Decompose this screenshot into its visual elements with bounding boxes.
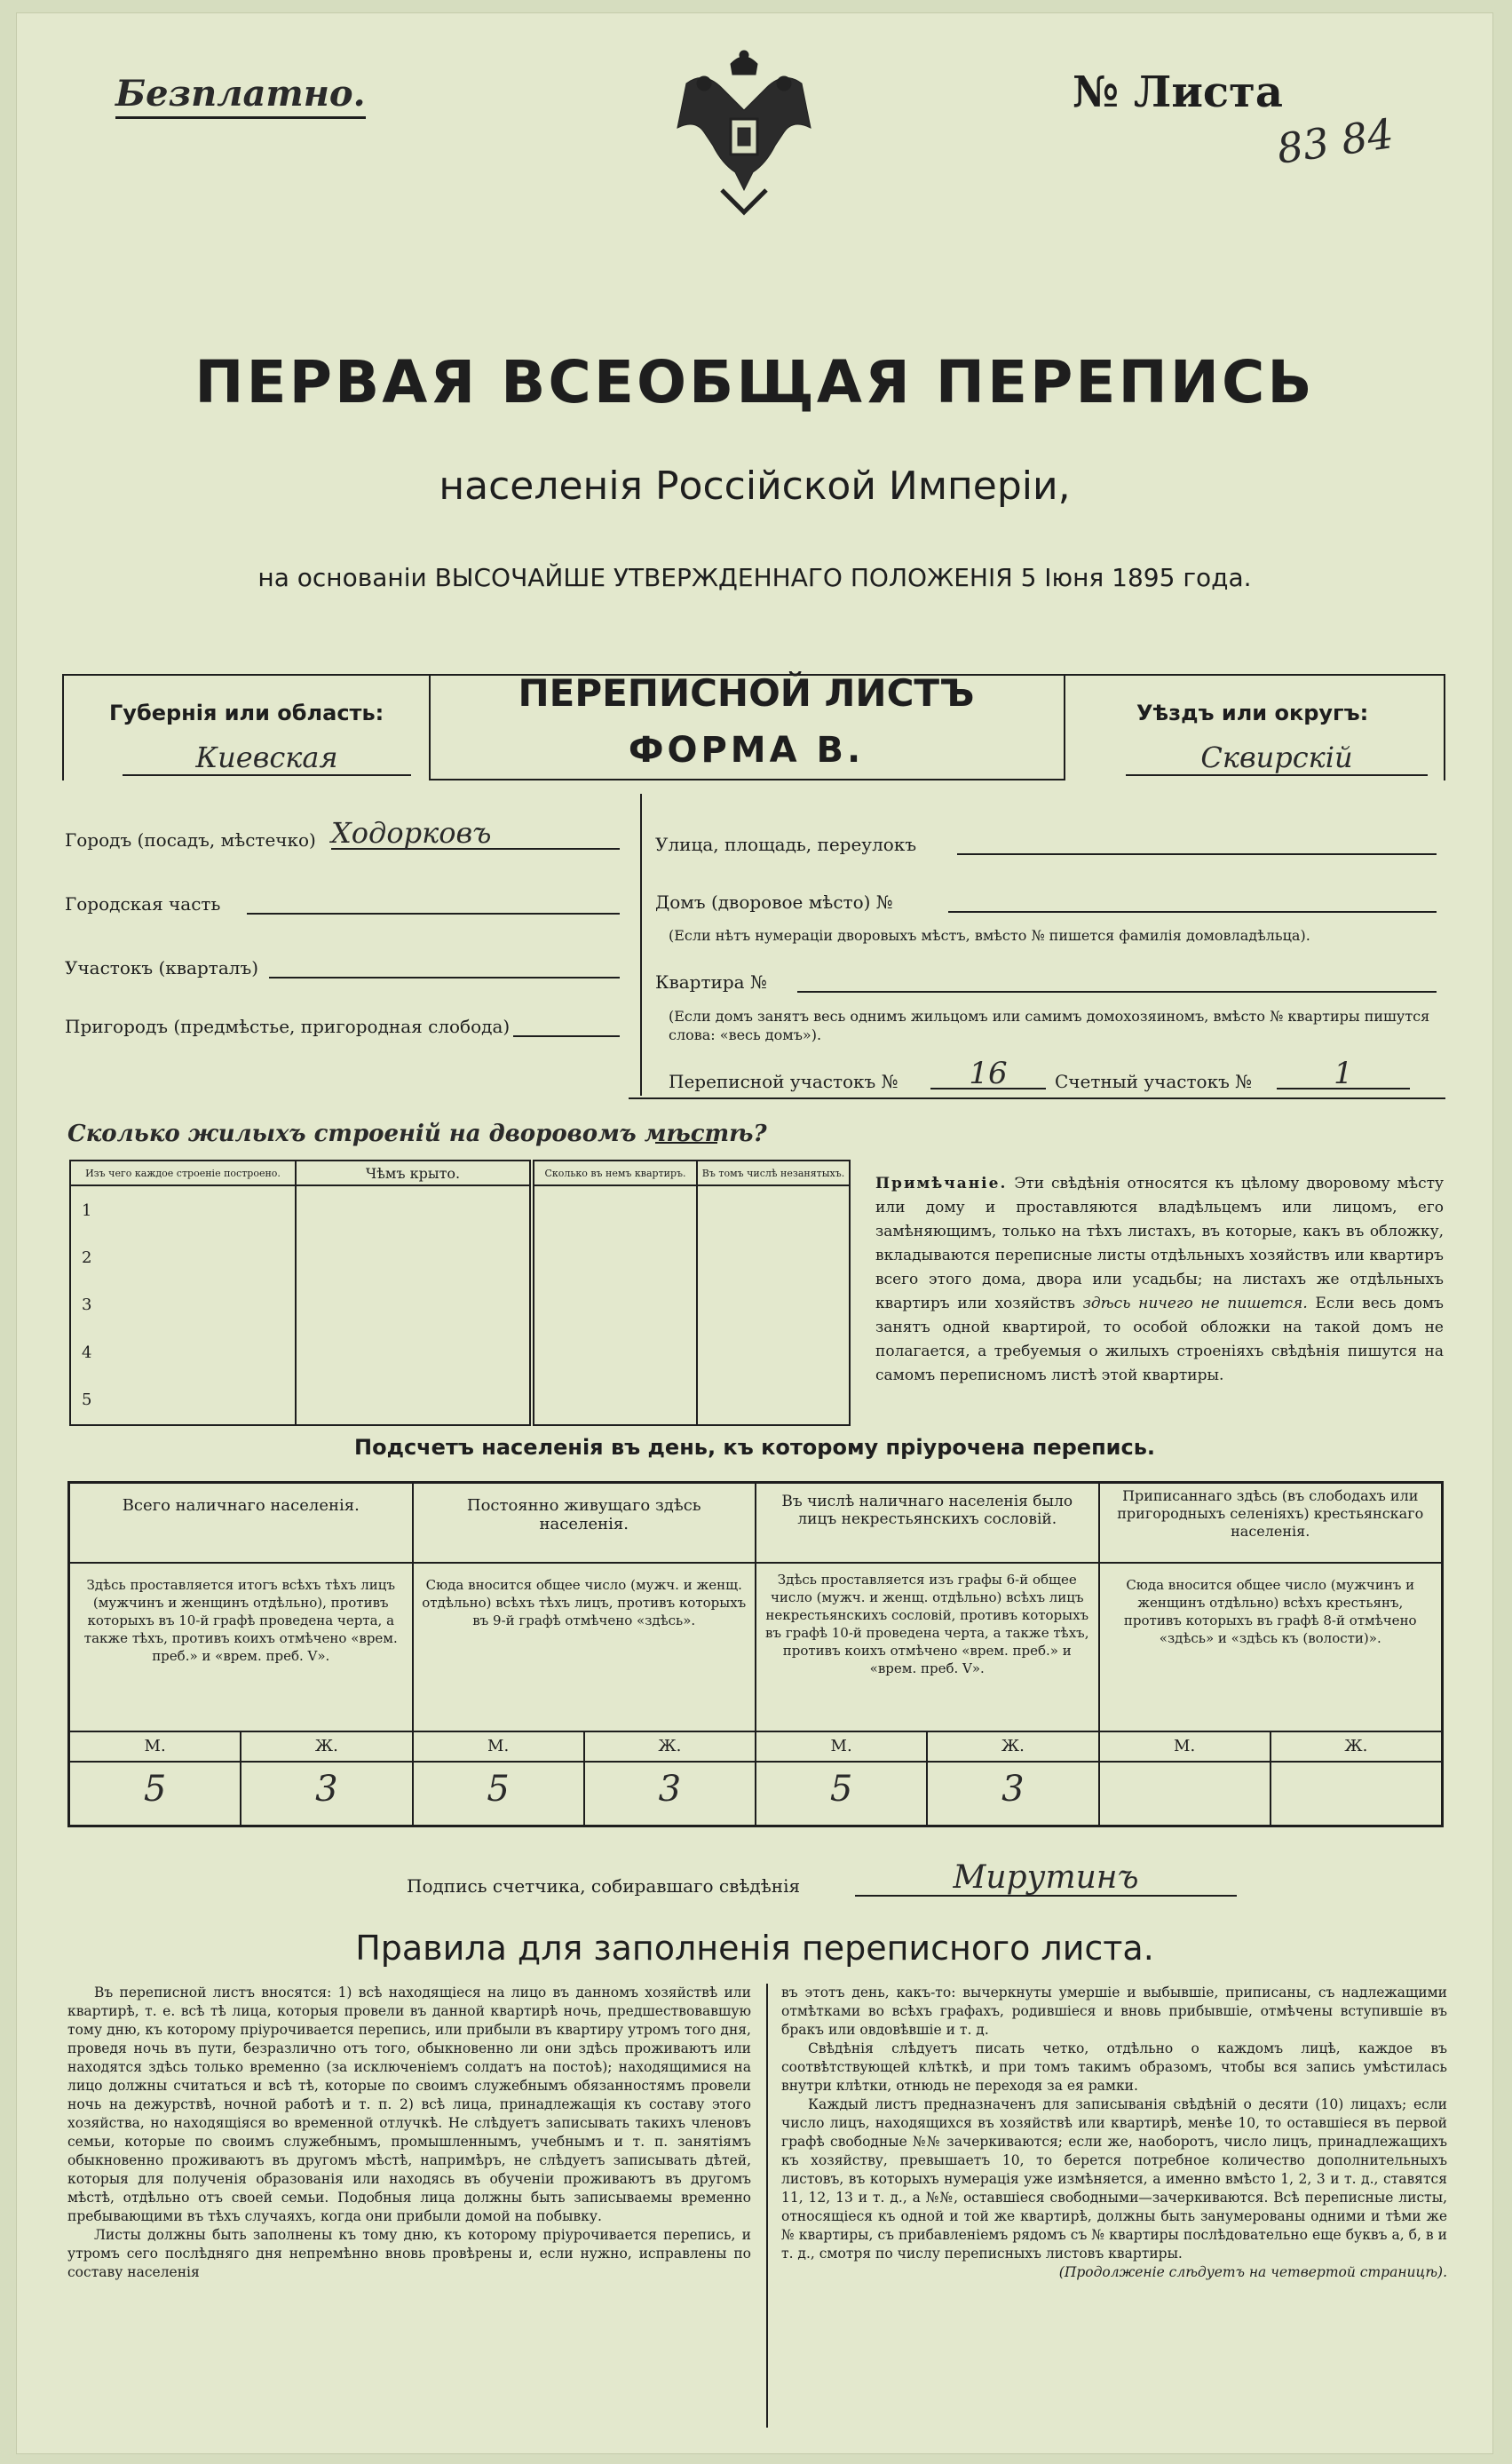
census-area-field[interactable]: 16 — [930, 1056, 1046, 1089]
uezd-field[interactable]: Сквирскій — [1126, 741, 1428, 776]
rules-paragraph: Свѣдѣнія слѣдуетъ писать четко, отдѣльно о каждомъ лицѣ, каждое въ соотвѣтствующей клѣткѣ, и при томъ такимъ образомъ, чтобы вся запись умѣстилась внутри клѣтки, отнюдь не переходя за ея рамки. — [781, 2040, 1447, 2094]
street-field[interactable] — [957, 852, 1437, 855]
male-count-field[interactable]: 5 — [143, 1769, 167, 1810]
buildings-count-field[interactable] — [655, 1140, 717, 1144]
population-col-non-peasant: Въ числѣ наличнаго населенія было лицъ некрестьянскихъ сословій. Здѣсь проставляется изъ графы 6-й общее число (мужч. и женщ. отдѣльно) всѣхъ лицъ некрестьянскихъ сословій, противъ которыхъ въ графѣ 10-й проведена черта, а также тѣхъ, противъ коихъ отмѣчено «врем. преб.» и «врем. преб. V». М. 5 Ж. 3 — [756, 1484, 1100, 1825]
district-field[interactable] — [269, 975, 620, 978]
counting-area-field[interactable]: 1 — [1277, 1056, 1410, 1089]
note-text-b: Если весь домъ занятъ одной квартирой, то особой обложки на такой домъ не полагается, а требуемыя о жилыхъ строеніяхъ свѣдѣнія пишутся на самомъ переписномъ листѣ этой квартиры. — [875, 1295, 1444, 1384]
apartment-note: (Если домъ занятъ весь однимъ жильцомъ или самимъ домохозяиномъ, вмѣсто № квартиры пишутся слова: «весь домъ»). — [669, 1008, 1430, 1043]
rules-continued: (Продолженіе слѣдуетъ на четвертой страницѣ). — [1058, 2264, 1447, 2280]
rules-title: Правила для заполненія переписного листа. — [355, 1929, 1154, 1968]
city-part-label: Городская часть — [65, 893, 221, 915]
house-note: (Если нѣтъ нумераціи дворовыхъ мѣстъ, вмѣсто № пишется фамилія домовладѣльца). — [669, 927, 1310, 944]
house-label: Домъ (дворовое мѣсто) № — [655, 891, 893, 913]
col-apartments: Сколько въ немъ квартиръ. — [532, 1161, 697, 1185]
signature-field[interactable]: Мирутинъ — [855, 1859, 1237, 1897]
table-row: 1 — [70, 1185, 850, 1234]
col-vacant: Въ томъ числѣ незанятыхъ. — [701, 1167, 845, 1179]
table-row: 3 — [70, 1281, 850, 1328]
street-label: Улица, площадь, переулокъ — [655, 834, 917, 855]
census-form-page — [16, 12, 1493, 2454]
city-label: Городъ (посадъ, мѣстечко) — [65, 829, 316, 851]
page-title: ПЕРВАЯ ВСЕОБЩАЯ ПЕРЕПИСЬ — [194, 348, 1315, 416]
col-roof: Чѣмъ крыто. — [296, 1161, 532, 1185]
col-material: Изъ чего каждое строеніе построено. — [70, 1161, 296, 1185]
form-title: ФОРМА В. — [628, 730, 865, 771]
list-title: ПЕРЕПИСНОЙ ЛИСТЪ — [518, 671, 975, 715]
suburb-field[interactable] — [513, 1034, 620, 1037]
apartment-field[interactable] — [797, 989, 1437, 993]
buildings-table — [69, 1160, 851, 1426]
city-part-field[interactable] — [247, 911, 620, 915]
table-row: 2 — [70, 1234, 850, 1281]
note-text-a: Эти свѣдѣнія относятся къ цѣлому дворовому мѣсту или дому и проставляются владѣльцемъ или лицомъ, его замѣняющимъ, только на тѣхъ листахъ, въ которые, какъ въ обложку, вкладываются переписные листы отдѣльныхъ хозяйствъ или квартиръ всего этого дома, двора или усадьбы; на листахъ же отдѣльныхъ квартиръ или хозяйствъ — [875, 1175, 1445, 1312]
male-count-field[interactable]: 5 — [487, 1769, 510, 1810]
population-col-total: Всего наличнаго населенія. Здѣсь проставляется итогъ всѣхъ тѣхъ лицъ (мужчинъ и женщинъ отдѣльно), противъ которыхъ въ 10-й графѣ проведена черта, а также тѣхъ, противъ коихъ отмѣчено «врем. преб.» и «врем. преб. V». М. 5 Ж. 3 — [70, 1484, 414, 1825]
note-text-italic: здѣсь ничего не пишется. — [1082, 1295, 1308, 1312]
sheet-number-label: № Листа — [1073, 67, 1283, 117]
female-count-field[interactable]: 3 — [658, 1769, 682, 1810]
rules-paragraph: Въ переписной листъ вносятся: 1) всѣ находящіеся на лицо въ данномъ хозяйствѣ или квартирѣ, т. е. всѣ тѣ лица, которыя провели въ данной квартирѣ ночь, предшествовавшую тому дню, къ которому пріурочивается перепись, или прибыли въ квартиру утромъ того дня, проведя ночь въ пути, безразлично отъ того, обыкновенно ли они здѣсь проживаютъ или находятся здѣсь только временно (за исключеніемъ солдатъ на постоѣ); находящимися на лицо должны считаться и всѣ тѣ, которые по своимъ служебнымъ обязанностямъ провели ночь на дежурствѣ, ночной работѣ и т. п. 2) всѣ лица, принадлежащія къ составу этого хозяйства, но находящіяся во временной отлучкѣ. Не слѣдуетъ записывать такихъ членовъ семьи, которые по своимъ служебнымъ, промышленнымъ, учебнымъ и т. п. занятіямъ обыкновенно проживаютъ въ другомъ мѣстѣ, напримѣръ, не слѣдуетъ записывать дѣтей, которыя для полученія образованія или находясь въ обученіи проживаютъ въ другомъ мѣстѣ, отдѣльно отъ своей семьи. Подобныя лица должны быть записываемы временно пребывающими въ тѣхъ случаяхъ, когда они прибыли домой на побывку. — [67, 1985, 751, 2224]
female-count-field[interactable]: 3 — [1001, 1769, 1025, 1810]
uezd-label: Уѣздъ или округъ: — [1136, 701, 1369, 725]
male-count-field[interactable]: 5 — [829, 1769, 853, 1810]
population-col-permanent: Постоянно живущаго здѣсь населенія. Сюда вносится общее число (мужч. и женщ. отдѣльно) всѣхъ тѣхъ лицъ, противъ которыхъ въ 9-й графѣ отмѣчено «здѣсь». М. 5 Ж. 3 — [414, 1484, 757, 1825]
guberniya-label: Губернія или область: — [109, 701, 384, 725]
guberniya-field[interactable]: Киевская — [123, 741, 411, 776]
rules-paragraph: въ этотъ день, какъ-то: вычеркнуты умершіе и выбывшіе, приписаны, съ надлежащими отмѣтками во всѣхъ графахъ, родившіеся и вновь прибывшіе, отмѣчены вступившіе въ бракъ или овдовѣвшіе и т. д. — [781, 1985, 1447, 2038]
note-label: Примѣчаніе. — [875, 1175, 1008, 1192]
legal-basis: на основаніи ВЫСОЧАЙШЕ УТВЕРЖДЕННАГО ПОЛОЖЕНІЯ 5 Іюня 1895 года. — [257, 563, 1252, 592]
free-label: Безплатно. — [115, 73, 366, 119]
rules-paragraph: Листы должны быть заполнены къ тому дню, къ которому пріурочивается перепись, и утромъ сего послѣдняго дня непремѣнно вновь провѣрены и, если нужно, исправлены по составу населенія — [67, 2227, 751, 2280]
page-subtitle: населенія Россійской Имперіи, — [439, 463, 1071, 509]
population-title: Подсчетъ населенія въ день, къ которому пріурочена перепись. — [354, 1435, 1155, 1460]
signature-label: Подпись счетчика, собиравшаго свѣдѣнія — [407, 1875, 801, 1897]
house-field[interactable] — [948, 909, 1437, 913]
apartment-label: Квартира № — [655, 971, 767, 993]
rules-paragraph: Каждый листъ предназначенъ для записыванія свѣдѣній о десяти (10) лицахъ; если число лицъ, находящихся въ хозяйствѣ или квартирѣ, менѣе 10, то оставшіеся въ первой графѣ свободные №№ зачеркиваются; если же, наоборотъ, число лицъ, принадлежащихъ къ хозяйству, превышаетъ 10, то берется потребное количество дополнительныхъ листовъ, въ которыхъ нумерація уже измѣняется, а именно вмѣсто 1, 2, 3 и т. д., ставятся 11, 12, 13 и т. д., а №№, оставшіеся свободными—зачеркиваются. Всѣ переписные листы, относящіеся къ одной и той же квартирѣ, должны быть занумерованы одними и тѣми же № квартиры, съ прибавленіемъ рядомъ съ № квартиры послѣдовательно еще буквъ а, б, в и т. д., смотря по числу переписныхъ листовъ квартиры. — [781, 2096, 1447, 2262]
population-col-peasant: Приписаннаго здѣсь (въ слободахъ или пригородныхъ селеніяхъ) крестьянскаго населенія. Сюда вносится общее число (мужчинъ и женщинъ отдѣльно) всѣхъ крестьянъ, противъ которыхъ въ графѣ 8-й отмѣчено «здѣсь» и «здѣсь къ (волости)». М. Ж. — [1100, 1484, 1442, 1825]
rules-right-column — [781, 1984, 1447, 2282]
suburb-label: Пригородъ (предмѣстье, пригородная слобода) — [65, 1016, 511, 1037]
rules-left-column — [67, 1984, 751, 2282]
census-area-label: Переписной участокъ № — [669, 1071, 898, 1092]
double-headed-eagle-emblem — [669, 48, 819, 217]
population-table — [67, 1481, 1444, 1827]
buildings-question: Сколько жилыхъ строеній на дворовомъ мѣстѣ? — [67, 1121, 767, 1147]
table-row: 5 — [70, 1376, 850, 1425]
female-count-field[interactable]: 3 — [315, 1769, 338, 1810]
district-label: Участокъ (кварталъ) — [65, 957, 258, 978]
note-block — [875, 1172, 1444, 1388]
counting-area-label: Счетный участокъ № — [1055, 1071, 1253, 1092]
table-row: 4 — [70, 1329, 850, 1376]
city-field[interactable]: Ходорковъ — [331, 816, 620, 850]
sheet-number-value: 83 84 — [1273, 109, 1397, 173]
